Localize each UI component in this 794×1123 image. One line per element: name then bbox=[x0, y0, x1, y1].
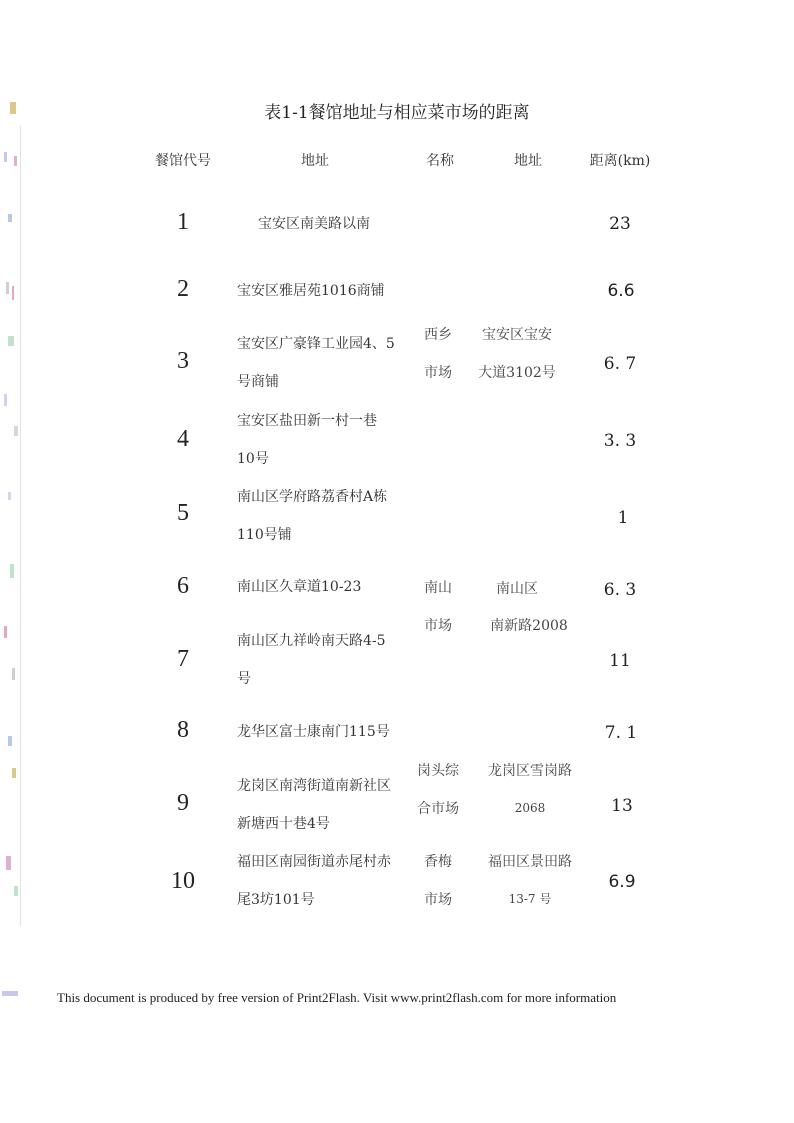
row-address-line2: 尾3坊101号 bbox=[237, 892, 315, 908]
row-address-line1: 南山区学府路荔香村A栋 bbox=[237, 489, 388, 505]
market-address-line2: 2068 bbox=[514, 801, 546, 815]
row-distance: 7. 1 bbox=[604, 723, 638, 743]
footer-notice: This document is produced by free version of Print2Flash. Visit www.print2flash.com for more information bbox=[57, 990, 617, 1005]
market-name-line2: 市场 bbox=[424, 618, 452, 634]
row-address-line2: 110号铺 bbox=[237, 527, 292, 543]
row-code: 10 bbox=[171, 868, 195, 894]
row-distance: 6.6 bbox=[607, 281, 635, 301]
row-address-line1: 龙岗区南湾街道南新社区 bbox=[237, 778, 391, 794]
market-address-line1: 宝安区宝安 bbox=[482, 327, 552, 343]
market-address-line2: 13-7 号 bbox=[508, 892, 552, 906]
row-distance: 6.9 bbox=[608, 872, 636, 892]
market-name-line2: 市场 bbox=[424, 892, 452, 908]
left-margin-artifacts bbox=[0, 96, 24, 926]
row-address-line1: 福田区南园街道赤尾村赤 bbox=[237, 854, 391, 870]
row-distance: 6. 3 bbox=[603, 580, 637, 600]
row-address-line1: 宝安区广豪锋工业园4、5 bbox=[237, 336, 395, 352]
row-address: 龙华区富士康南门115号 bbox=[237, 724, 390, 740]
row-code: 8 bbox=[177, 717, 189, 743]
market-name-line2: 合市场 bbox=[417, 801, 459, 817]
market-address-line1: 龙岗区雪岗路 bbox=[488, 763, 572, 779]
market-name-line1: 西乡 bbox=[424, 327, 452, 343]
row-address-line2: 10号 bbox=[237, 451, 269, 467]
row-distance: 11 bbox=[609, 651, 631, 671]
header-market-name: 名称 bbox=[426, 153, 454, 169]
market-address-line2: 大道3102号 bbox=[478, 365, 556, 381]
market-name-line1: 岗头综 bbox=[417, 763, 459, 779]
row-code: 6 bbox=[177, 573, 189, 599]
row-code: 1 bbox=[177, 209, 189, 235]
row-code: 5 bbox=[177, 500, 189, 526]
row-address: 南山区久章道10-23 bbox=[237, 579, 362, 595]
row-code: 9 bbox=[177, 790, 189, 816]
market-name-line1: 南山 bbox=[424, 580, 452, 596]
row-distance: 3. 3 bbox=[603, 431, 637, 451]
row-address-line2: 号 bbox=[237, 671, 251, 687]
row-address-line1: 南山区九祥岭南天路4-5 bbox=[237, 633, 386, 649]
market-name-line2: 市场 bbox=[424, 365, 452, 381]
row-address-line2: 新塘西十巷4号 bbox=[237, 816, 330, 832]
row-distance: 23 bbox=[609, 214, 631, 234]
row-code: 3 bbox=[177, 348, 189, 374]
market-address-line2: 南新路2008 bbox=[490, 618, 568, 634]
header-address: 地址 bbox=[301, 153, 329, 169]
row-code: 7 bbox=[177, 646, 189, 672]
row-distance: 13 bbox=[611, 796, 633, 816]
market-address-line1: 南山区 bbox=[496, 581, 538, 597]
row-distance: 6. 7 bbox=[603, 354, 637, 374]
row-code: 2 bbox=[177, 276, 189, 302]
row-address: 宝安区南美路以南 bbox=[258, 216, 370, 232]
row-address-line1: 宝安区盐田新一村一巷 bbox=[237, 413, 377, 429]
table-title: 表1-1餐馆地址与相应菜市场的距离 bbox=[264, 103, 530, 123]
market-address-line1: 福田区景田路 bbox=[488, 854, 572, 870]
row-distance: 1 bbox=[617, 508, 629, 528]
row-address-line2: 号商铺 bbox=[237, 374, 279, 390]
header-market-address: 地址 bbox=[514, 153, 542, 169]
header-distance: 距离(km) bbox=[589, 153, 651, 169]
header-code: 餐馆代号 bbox=[155, 153, 211, 169]
row-address: 宝安区雅居苑1016商铺 bbox=[237, 283, 385, 299]
row-code: 4 bbox=[177, 426, 189, 452]
market-name-line1: 香梅 bbox=[424, 854, 452, 870]
